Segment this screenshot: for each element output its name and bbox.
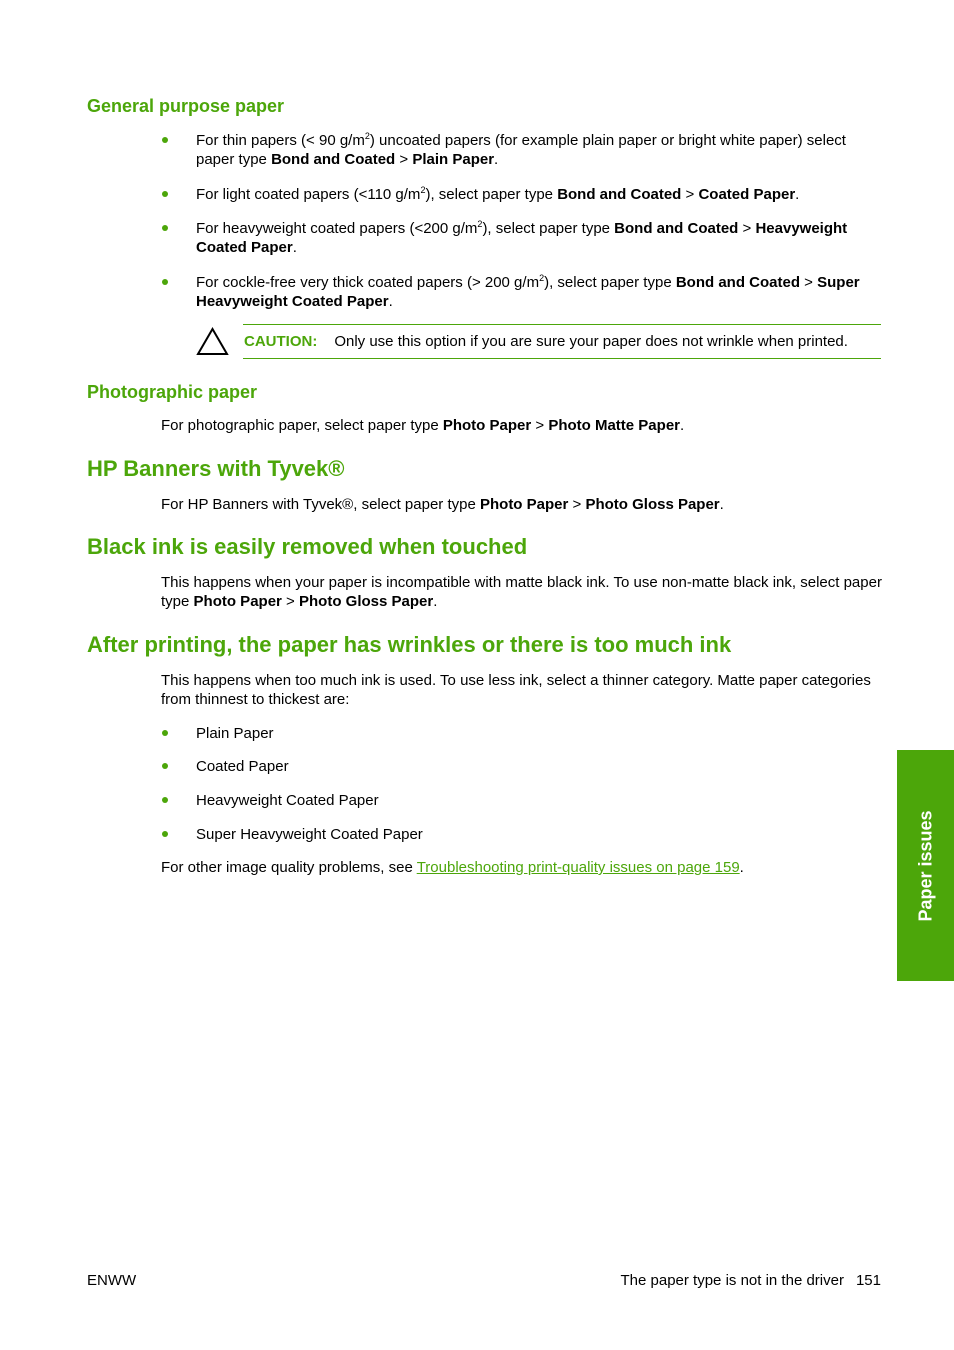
- caution-text: Only use this option if you are sure your paper does not wrinkle when printed.: [334, 333, 848, 350]
- footer-right: [621, 1271, 882, 1290]
- paragraph: This happens when your paper is incompatible with matte black ink. To use non-matte black ink, select paper type Photo Paper > Photo Gloss Paper.: [161, 574, 882, 610]
- paragraph: For other image quality problems, see Troubleshooting print-quality issues on page 159.: [161, 859, 744, 876]
- footer-title: The paper type is not in the driver: [620, 1272, 844, 1289]
- caution-bottom-rule: [243, 358, 881, 359]
- bullet-icon: [161, 185, 171, 204]
- bullet-icon: [161, 791, 171, 810]
- section-heading-wrinkles: After printing, the paper has wrinkles or there is too much ink: [87, 632, 732, 657]
- list-item: For heavyweight coated papers (<200 $g/m^2$), select paper type Bond and Coated > Heavyweight Coated Paper.: [196, 219, 848, 256]
- side-tab-paper-issues[interactable]: [897, 750, 954, 981]
- section-heading-black-ink: Black ink is easily removed when touched: [87, 534, 528, 559]
- list-item: For light coated papers (<110 $g/m^2$), select paper type Bond and Coated > Coated Paper.: [196, 185, 800, 203]
- caution-top-rule: [243, 324, 881, 325]
- bullet-icon: [161, 219, 171, 238]
- caution-label: CAUTION:: [244, 333, 318, 350]
- list-item: Plain Paper: [196, 725, 274, 742]
- bullet-icon: [161, 825, 171, 844]
- paragraph: This happens when too much ink is used. To use less ink, select a thinner category. Matte paper categories from thinnest to thickest are:: [161, 672, 871, 708]
- list-item: Heavyweight Coated Paper: [196, 792, 379, 809]
- caution-note: [244, 332, 884, 351]
- footer-left: ENWW: [87, 1272, 137, 1289]
- list-item: For cockle-free very thick coated papers (> 200 $g/m^2$), select paper type Bond and Coated > Super Heavyweight Coated Paper.: [196, 273, 860, 310]
- section-heading-general-purpose-paper: General purpose paper: [87, 96, 285, 116]
- page-number: 151: [855, 1272, 881, 1289]
- side-tab-label: Paper issues: [915, 809, 935, 922]
- bullet-icon: [161, 724, 171, 743]
- paragraph: For HP Banners with Tyvek®, select paper type Photo Paper > Photo Gloss Paper.: [161, 496, 724, 513]
- section-heading-hp-banners-tyvek: HP Banners with Tyvek®: [87, 456, 345, 481]
- troubleshooting-link[interactable]: Troubleshooting print-quality issues on page 159: [416, 859, 740, 876]
- bullet-icon: [161, 273, 171, 292]
- bullet-icon: [161, 757, 171, 776]
- list-item: For thin papers (< 90 $g/m^2$) uncoated papers (for example plain paper or bright white paper) select paper type Bond and Coated > Plain Paper.: [196, 131, 846, 168]
- list-item: Coated Paper: [196, 758, 289, 775]
- bullet-icon: [161, 131, 171, 150]
- warning-triangle-icon: [196, 327, 229, 356]
- paragraph: For photographic paper, select paper type Photo Paper > Photo Matte Paper.: [161, 417, 685, 434]
- section-heading-photographic-paper: Photographic paper: [87, 382, 258, 402]
- list-item: Super Heavyweight Coated Paper: [196, 826, 423, 843]
